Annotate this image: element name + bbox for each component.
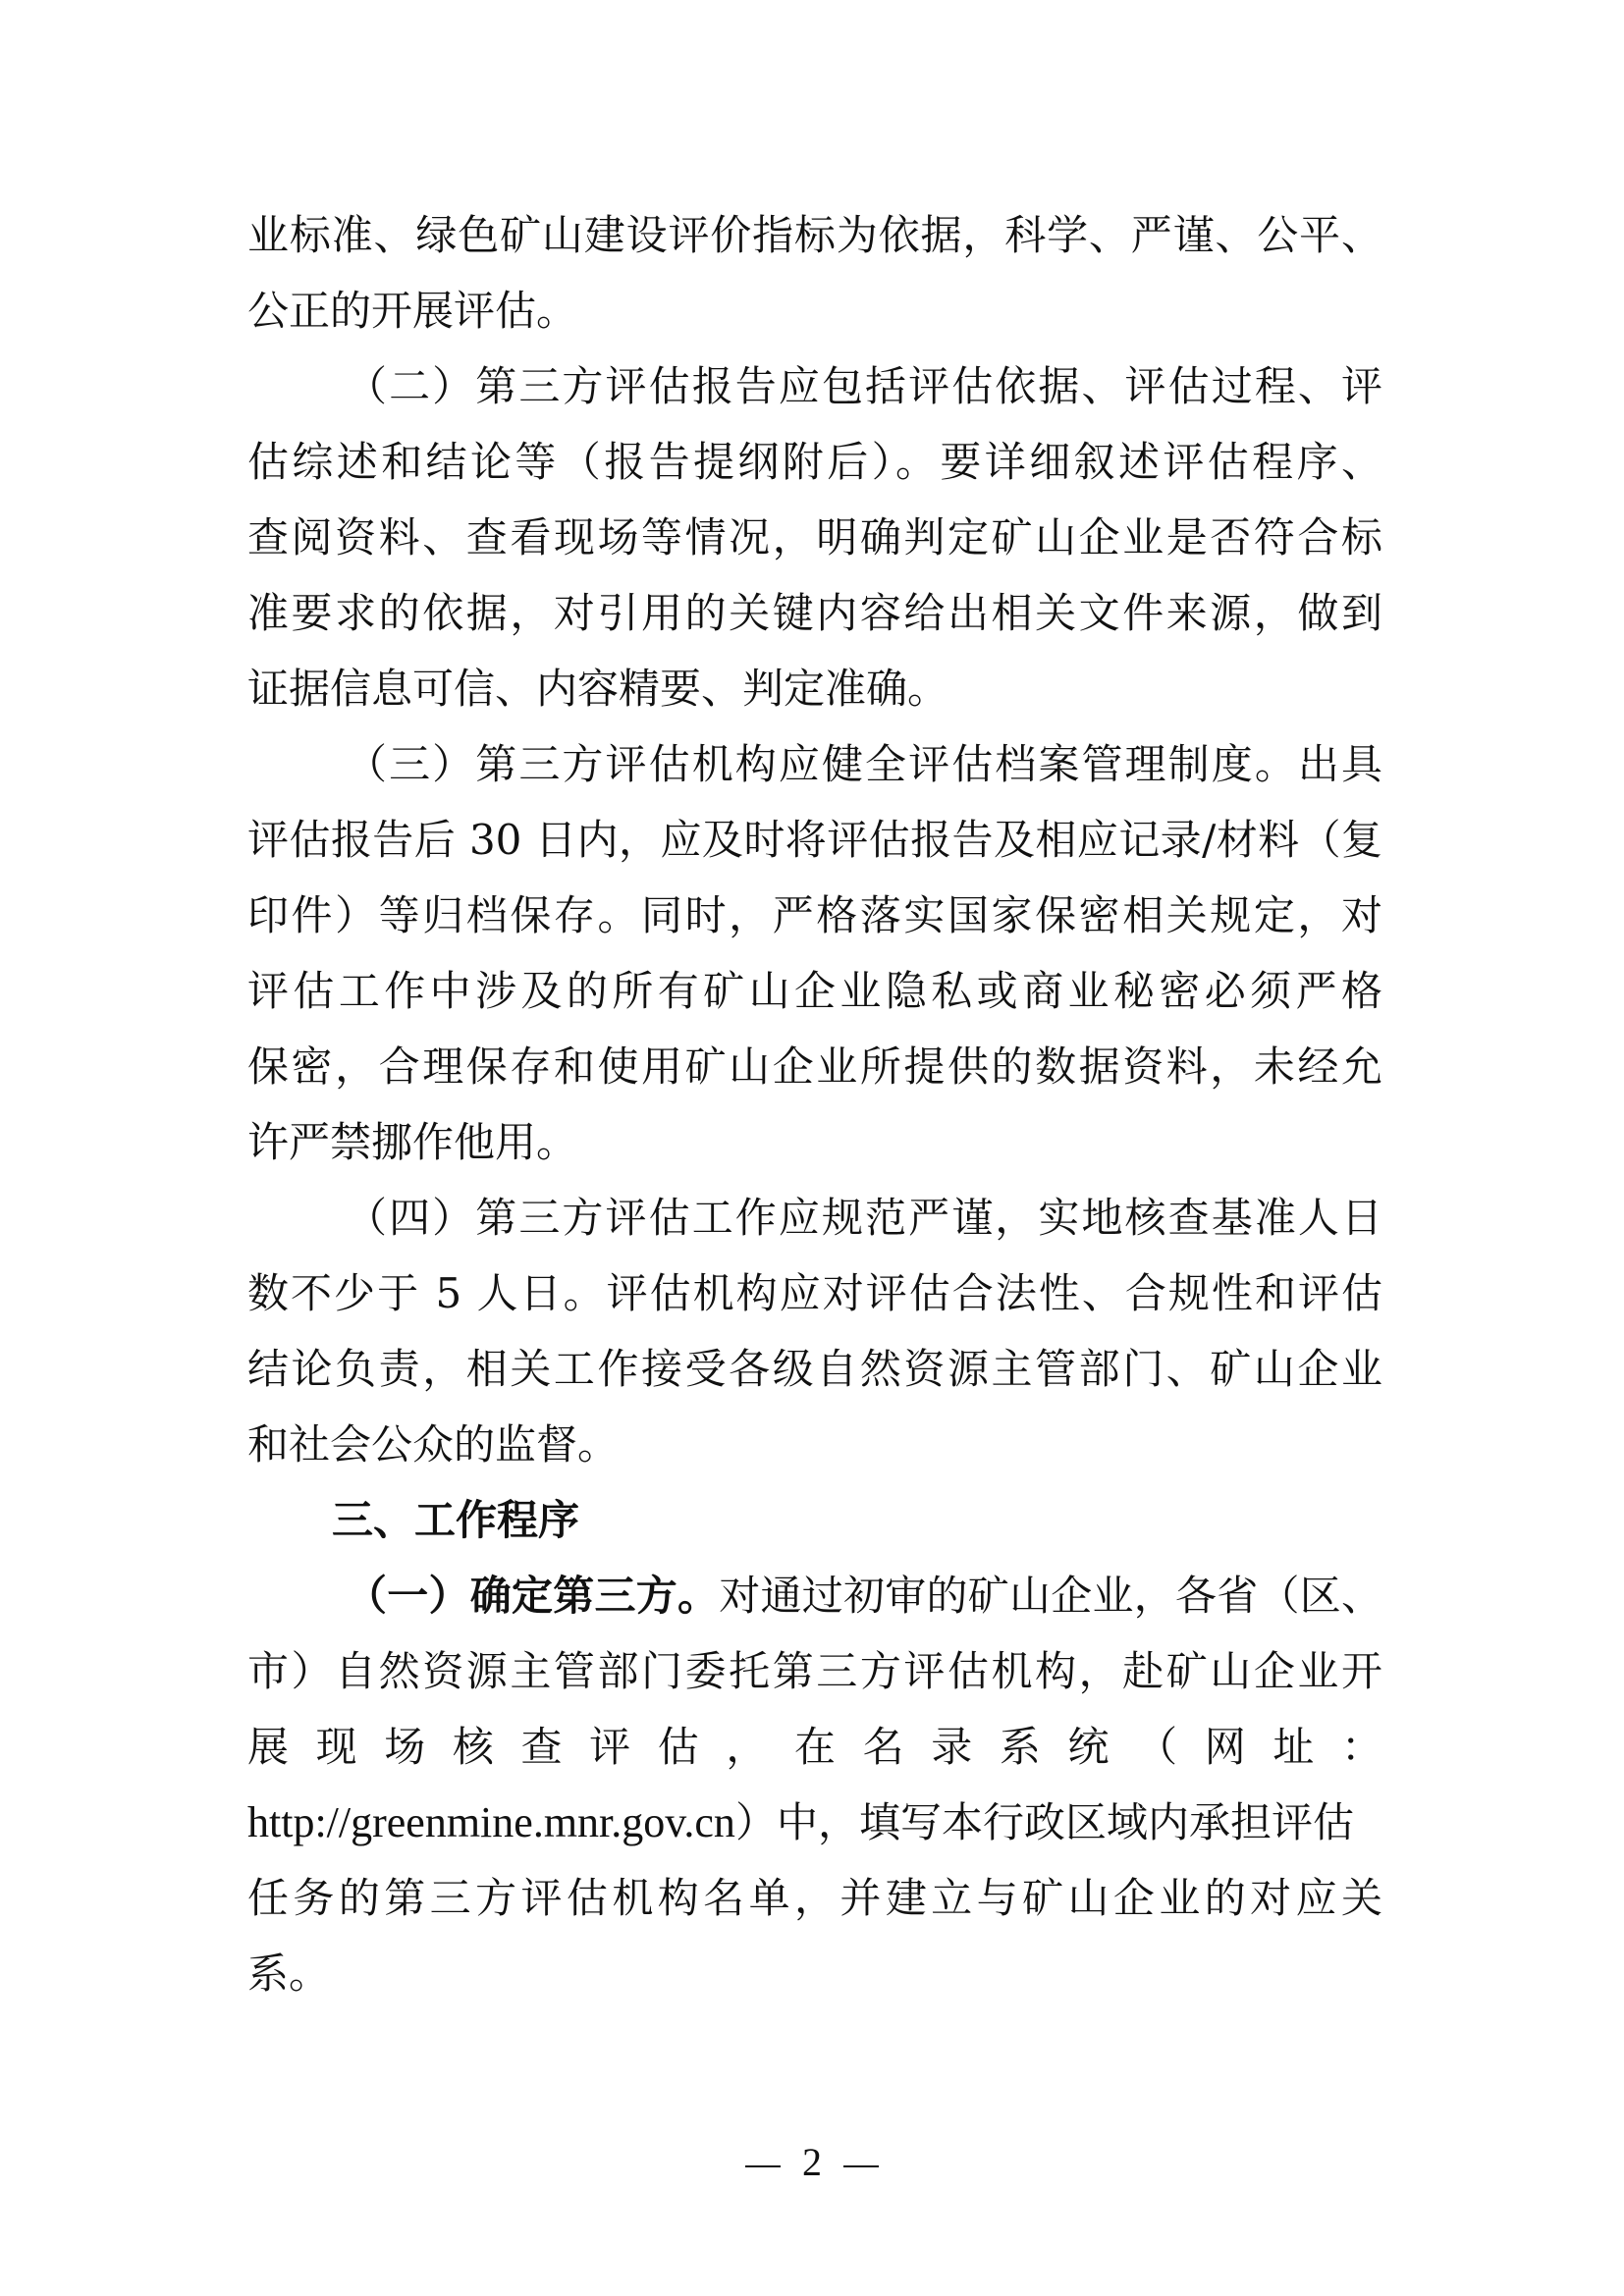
item-2-line: 估综述和结论等（报告提纲附后）。要详细叙述评估程序、 <box>247 438 1382 486</box>
item-3-line: 评估工作中涉及的所有矿山企业隐私或商业秘密必须严格 <box>247 967 1382 1015</box>
procedure-1-line: 市）自然资源主管部门委托第三方评估机构，赴矿山企业开 <box>247 1647 1382 1695</box>
procedure-1-line <box>346 1569 1382 1624</box>
item-2-line: 查阅资料、查看现场等情况，明确判定矿山企业是否符合标 <box>247 513 1382 561</box>
item-2-line: 证据信息可信、内容精要、判定准确。 <box>247 665 949 713</box>
greenmine-url-link[interactable]: http://greenmine.mnr.gov.cn <box>247 1798 735 1846</box>
item-4-line: 结论负责，相关工作接受各级自然资源主管部门、矿山企业 <box>247 1345 1382 1393</box>
item-3-line: 印件）等归档保存。同时，严格落实国家保密相关规定，对 <box>247 891 1382 939</box>
procedure-1-line: 任务的第三方评估机构名单，并建立与矿山企业的对应关 <box>247 1874 1382 1922</box>
page-footer <box>0 2138 1624 2187</box>
item-3-line: 许严禁挪作他用。 <box>247 1118 578 1166</box>
procedure-1-text: 对通过初审的矿山企业，各省（区、 <box>719 1572 1382 1620</box>
page-number: 2 <box>802 2140 822 2184</box>
procedure-1-text: ）中，填写本行政区域内承担评估 <box>734 1798 1354 1846</box>
item-4-line: 数不少于 5 人日。评估机构应对评估合法性、合规性和评估 <box>247 1269 1382 1317</box>
paragraph-line: 公正的开展评估。 <box>247 287 578 335</box>
item-4-line: （四）第三方评估工作应规范严谨，实地核查基准人日 <box>346 1194 1382 1242</box>
footer-dash-right <box>843 2165 879 2167</box>
procedure-1-lead: （一）确定第三方。 <box>346 1572 720 1620</box>
procedure-1-line <box>247 1795 1382 1850</box>
item-4-line: 和社会公众的监督。 <box>247 1420 620 1468</box>
item-3-line: 保密，合理保存和使用矿山企业所提供的数据资料，未经允 <box>247 1042 1382 1091</box>
section-heading: 三、工作程序 <box>332 1496 580 1544</box>
item-2-line: 准要求的依据，对引用的关键内容给出相关文件来源，做到 <box>247 589 1382 637</box>
procedure-1-line: 系。 <box>247 1949 331 1998</box>
item-3-line: 评估报告后 30 日内，应及时将评估报告及相应记录/材料（复 <box>247 816 1382 864</box>
item-3-line: （三）第三方评估机构应健全评估档案管理制度。出具 <box>346 740 1382 788</box>
item-2-line: （二）第三方评估报告应包括评估依据、评估过程、评 <box>346 362 1382 410</box>
paragraph-line: 业标准、绿色矿山建设评价指标为依据，科学、严谨、公平、 <box>247 211 1382 259</box>
procedure-1-line: 展现场核查评估，在名录系统（网址： <box>247 1723 1382 1771</box>
footer-dash-left <box>745 2165 781 2167</box>
